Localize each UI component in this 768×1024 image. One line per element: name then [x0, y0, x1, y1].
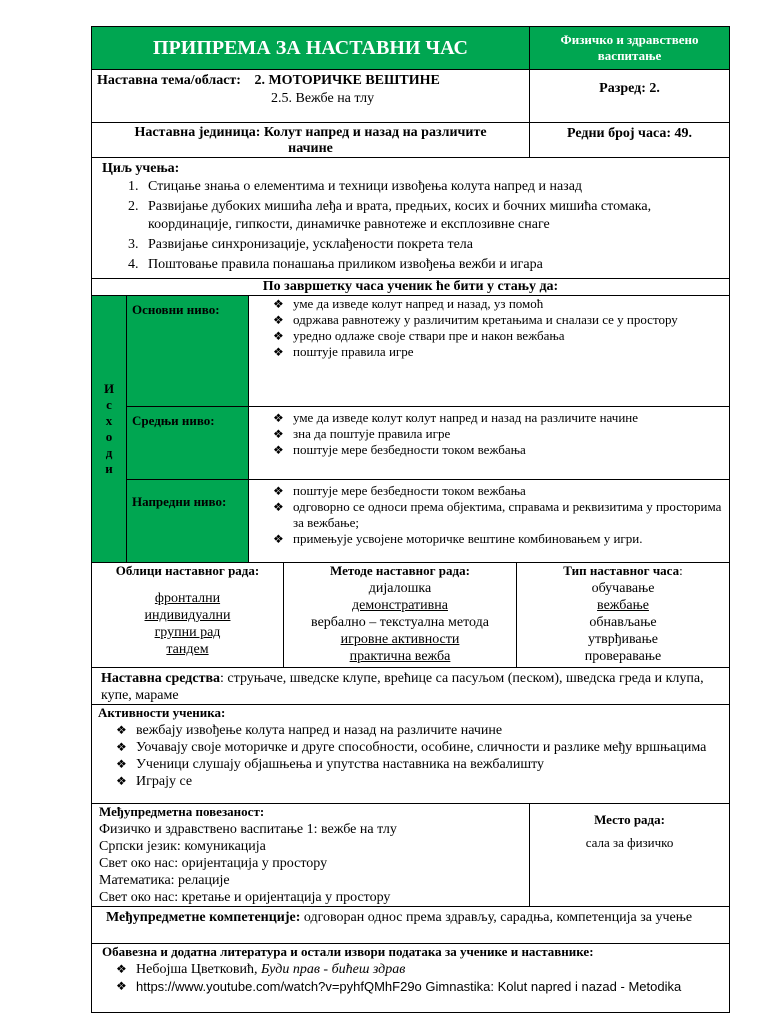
- lesson-type-cell: [517, 563, 730, 668]
- diamond-bullet-icon: ❖: [273, 443, 284, 457]
- diamond-bullet-icon: ❖: [273, 313, 284, 327]
- list-item: ❖ Играју се: [116, 773, 193, 789]
- list-item: ❖ зна да поштује правила игре: [273, 426, 451, 441]
- list-item: ❖ одржава равнотежу у различитим кретањима и сналази се у простору: [273, 312, 678, 327]
- method-item: дијалошка: [368, 580, 432, 596]
- correlation-item: Физичко и здравствено васпитање 1: вежбе на тлу: [99, 821, 397, 837]
- list-item: ❖ поштује мере безбедности током вежбања: [273, 442, 526, 457]
- goals-cell: [92, 158, 730, 279]
- document-title: ПРИПРЕМА ЗА НАСТАВНИ ЧАС: [92, 27, 530, 70]
- workplace-cell: [530, 804, 730, 907]
- method-item: демонстративна: [352, 597, 448, 613]
- activities-cell: [92, 705, 730, 804]
- lesson-plan-table: [91, 26, 730, 1013]
- forms-cell: [92, 563, 284, 668]
- activities-label: Активности ученика:: [98, 705, 226, 720]
- topic-cell: [92, 70, 530, 123]
- form-item: групни рад: [154, 624, 221, 640]
- workplace-label: Место рада:: [594, 812, 665, 827]
- methods-label: Методе наставног рада:: [330, 563, 470, 578]
- bullet-list: [92, 722, 729, 790]
- lesson-number: Редни број часа: 49.: [530, 123, 730, 158]
- list-item: [116, 978, 729, 996]
- correlation-item: Српски језик: комуникација: [99, 838, 266, 854]
- correlation-label: Међупредметна повезаност:: [99, 804, 265, 819]
- diamond-bullet-icon: ❖: [273, 329, 284, 343]
- list-item: ❖ одговорно се односи према објектима, справама и реквизитима у просторима за вежбање;: [273, 499, 722, 530]
- diamond-bullet-icon: ❖: [273, 411, 284, 425]
- correlation-item: Математика: релације: [99, 872, 230, 888]
- unit-value: Колут напред и назад на различите начине: [263, 125, 487, 156]
- topic-label: Наставна тема/област:: [97, 73, 241, 88]
- diamond-bullet-icon: ❖: [116, 978, 127, 993]
- level-middle-label: Средњи ниво:: [132, 413, 215, 428]
- methods-cell: [284, 563, 517, 668]
- diamond-bullet-icon: ❖: [116, 739, 127, 754]
- correlation-item: Свет око нас: оријентација у простору: [99, 855, 328, 871]
- type-item: обучавање: [591, 580, 655, 596]
- form-item: тандем: [166, 641, 209, 657]
- workplace-value: сала за физичко: [585, 834, 674, 850]
- correlation-cell: [92, 804, 530, 907]
- level-basic-items: [249, 296, 730, 407]
- diamond-bullet-icon: ❖: [116, 773, 127, 788]
- form-item: индивидуални: [144, 607, 231, 623]
- subject-title: Физичко и здравствено васпитање: [530, 27, 730, 70]
- goal-item: 3. Развијање синхронизације, усклађености покрета тела: [142, 236, 721, 254]
- list-item: ❖ Ученици слушају објашњења и упутства наставника на вежбалишту: [116, 756, 545, 772]
- goals-label: Циљ учења:: [102, 161, 180, 176]
- correlation-item: Свет око нас: кретање и оријентација у простору: [99, 889, 391, 905]
- competences-cell: [92, 907, 730, 944]
- list-item: ❖ вежбају извођење колута напред и назад на различите начине: [116, 722, 503, 738]
- literature-link[interactable]: https://www.youtube.com/watch?v=pyhfQMhF29o Gimnastika: Kolut napred i nazad - Metodika: [136, 978, 682, 994]
- type-item: утврђивање: [588, 631, 658, 647]
- level-middle-items: [249, 407, 730, 480]
- method-item: игровне активности: [340, 631, 460, 647]
- diamond-bullet-icon: ❖: [116, 961, 127, 976]
- level-advanced-items: [249, 480, 730, 563]
- outcomes-side-text: Исходи: [104, 381, 115, 476]
- outcomes-side-label: [92, 296, 127, 563]
- resources-cell: [92, 668, 730, 705]
- list-item: ❖ уме да изведе колут напред и назад, уз помоћ: [273, 296, 544, 311]
- resources-label: Наставна средства: [101, 671, 221, 686]
- list-item: ❖ поштује мере безбедности током вежбања: [273, 483, 526, 498]
- diamond-bullet-icon: ❖: [116, 756, 127, 771]
- method-item: практична вежба: [349, 648, 451, 664]
- outcomes-header: По завршетку часа ученик ће бити у стању да:: [92, 279, 730, 296]
- topic-value: 2. МОТОРИЧКЕ ВЕШТИНЕ: [254, 73, 440, 88]
- level-advanced: [127, 480, 249, 563]
- bullet-list: [249, 483, 725, 547]
- lesson-type-label: Тип наставног часа:: [563, 563, 683, 578]
- type-item: проверавање: [584, 648, 662, 664]
- diamond-bullet-icon: ❖: [273, 427, 284, 441]
- literature-cell: [92, 944, 730, 1013]
- literature-label: Обавезна и додатна литература и остали извори података за ученике и наставнике:: [102, 944, 594, 959]
- forms-label: Облици наставног рада:: [115, 563, 260, 578]
- resources-text: : струњаче, шведске клупе, врећице са пасуљом (песком), шведска греда и клупа, купе, мараме: [101, 671, 704, 703]
- list-item: ❖ уме да изведе колут колут напред и назад на различите начине: [273, 410, 639, 425]
- topic-sub: 2.5. Вежбе на тлу: [271, 91, 375, 107]
- bullet-list: [249, 296, 725, 360]
- diamond-bullet-icon: ❖: [273, 500, 284, 514]
- diamond-bullet-icon: ❖: [273, 345, 284, 359]
- bullet-list: [92, 961, 729, 996]
- list-item: ❖ поштује правила игре: [273, 344, 414, 359]
- list-item: ❖ примењује усвојене моторичке вештине комбиновањем у игри.: [273, 531, 643, 546]
- list-item: ❖ Уочавају своје моторичке и друге способности, особине, сличности и разлике међу вршњацима: [116, 739, 707, 755]
- diamond-bullet-icon: ❖: [116, 722, 127, 737]
- level-basic-label: Основни ниво:: [132, 302, 220, 317]
- goal-item: 1. Стицање знања о елементима и техници извођења колута напред и назад: [142, 178, 721, 196]
- competences-text: одговоран однос према здрављу, сарадња, компетенција за учење: [300, 910, 693, 925]
- unit-label: Наставна јединица:: [134, 125, 261, 140]
- diamond-bullet-icon: ❖: [273, 484, 284, 498]
- diamond-bullet-icon: ❖: [273, 532, 284, 546]
- goal-item: 4. Поштовање правила понашања приликом извођења вежби и игара: [142, 256, 721, 274]
- goal-item: 2. Развијање дубоких мишића леђа и врата, предњих, косих и бочних мишића стомака, координације, гипкости, динамичке равнотеже и експлозивне снаге: [142, 198, 721, 234]
- type-item: обнављање: [589, 614, 657, 630]
- form-item: фронтални: [154, 590, 221, 606]
- list-item: ❖ уредно одлаже своје ствари пре и након вежбања: [273, 328, 565, 343]
- lesson-plan: [91, 26, 729, 1013]
- goals-list: [92, 178, 729, 274]
- competences-label: Међупредметне компетенције:: [106, 910, 301, 925]
- diamond-bullet-icon: ❖: [273, 297, 284, 311]
- level-basic: [127, 296, 249, 407]
- level-middle: [127, 407, 249, 480]
- list-item: ❖ Небојша Цветковић, Буди прав - бићеш здрав: [116, 961, 406, 977]
- unit-cell: [92, 123, 530, 158]
- level-advanced-label: Напредни ниво:: [132, 494, 227, 509]
- method-item: вербално – текстуална метода: [311, 614, 489, 630]
- bullet-list: [249, 410, 725, 458]
- grade: Разред: 2.: [530, 70, 730, 123]
- type-item: вежбање: [597, 597, 649, 613]
